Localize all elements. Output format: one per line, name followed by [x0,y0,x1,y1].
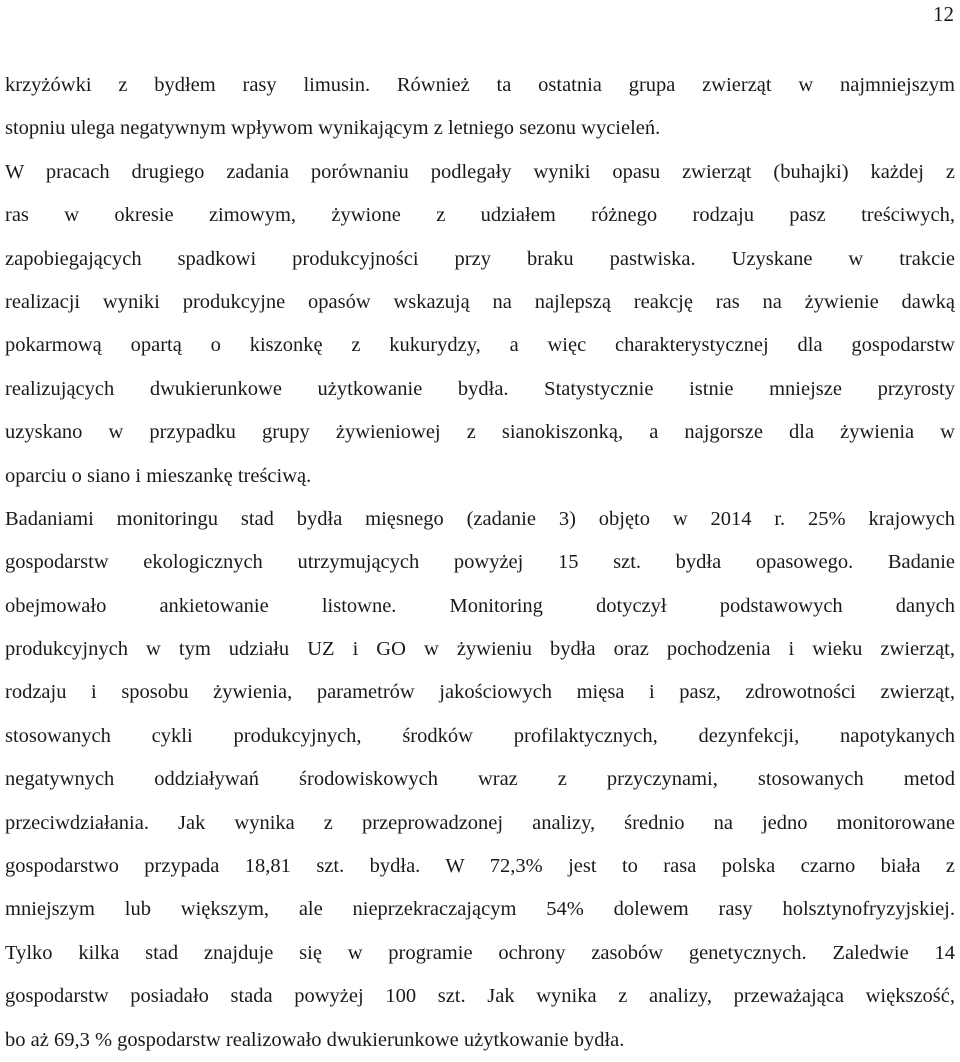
text-line: przeciwdziałania. Jak wynika z przeprowadzonej analizy, średnio na jedno monitorowane [5,811,955,834]
text-line: zapobiegających spadkowi produkcyjności przy braku pastwiska. Uzyskane w trakcie [5,247,955,270]
text-line: realizujących dwukierunkowe użytkowanie bydła. Statystycznie istnie mniejsze przyrosty [5,377,955,400]
text-line: pokarmową opartą o kiszonkę z kukurydzy, a więc charakterystycznej dla gospodarstw [5,334,955,357]
text-line: krzyżówki z bydłem rasy limusin. Również ta ostatnia grupa zwierząt w najmniejszym [5,74,955,96]
text-line: mniejszym lub większym, ale nieprzekraczającym 54% dolewem rasy holsztynofryzyjskiej. [5,898,955,921]
text-line: bo aż 69,3 % gospodarstw realizowało dwukierunkowe użytkowanie bydła. [5,1028,625,1051]
text-line: realizacji wyniki produkcyjne opasów wskazują na najlepszą reakcję ras na żywienie dawką [5,290,955,313]
document-body [5,64,955,1062]
text-line: Badaniami monitoringu stad bydła mięsnego (zadanie 3) objęto w 2014 r. 25% krajowych [5,507,955,530]
text-line: rodzaju i sposobu żywienia, parametrów jakościowych mięsa i pasz, zdrowotności zwierząt, [5,681,955,704]
text-line: negatywnych oddziaływań środowiskowych wraz z przyczynami, stosowanych metod [5,768,955,791]
text-line: stosowanych cykli produkcyjnych, środków profilaktycznych, dezynfekcji, napotykanych [5,724,955,747]
text-line: produkcyjnych w tym udziału UZ i GO w żywieniu bydła oraz pochodzenia i wieku zwierząt, [5,638,955,661]
text-line: gospodarstw ekologicznych utrzymujących powyżej 15 szt. bydła opasowego. Badanie [5,551,955,574]
text-line: uzyskano w przypadku grupy żywieniowej z sianokiszonką, a najgorsze dla żywienia w [5,421,955,444]
text-line: W pracach drugiego zadania porównaniu podlegały wyniki opasu zwierząt (buhajki) każdej z [5,160,955,183]
text-line: oparciu o siano i mieszankę treściwą. [5,464,312,487]
text-line: stopniu ulega negatywnym wpływom wynikającym z letniego sezonu wycieleń. [5,117,661,140]
page-number: 12 [933,2,954,26]
text-line: gospodarstwo przypada 18,81 szt. bydła. W 72,3% jest to rasa polska czarno biała z [5,855,955,878]
text-line: Tylko kilka stad znajduje się w programie ochrony zasobów genetycznych. Zaledwie 14 [5,941,955,964]
text-line: obejmowało ankietowanie listowne. Monitoring dotyczył podstawowych danych [5,594,955,617]
text-line: ras w okresie zimowym, żywione z udziałem różnego rodzaju pasz treściwych, [5,204,955,227]
text-line: gospodarstw posiadało stada powyżej 100 szt. Jak wynika z analizy, przeważająca większość, [5,985,955,1008]
